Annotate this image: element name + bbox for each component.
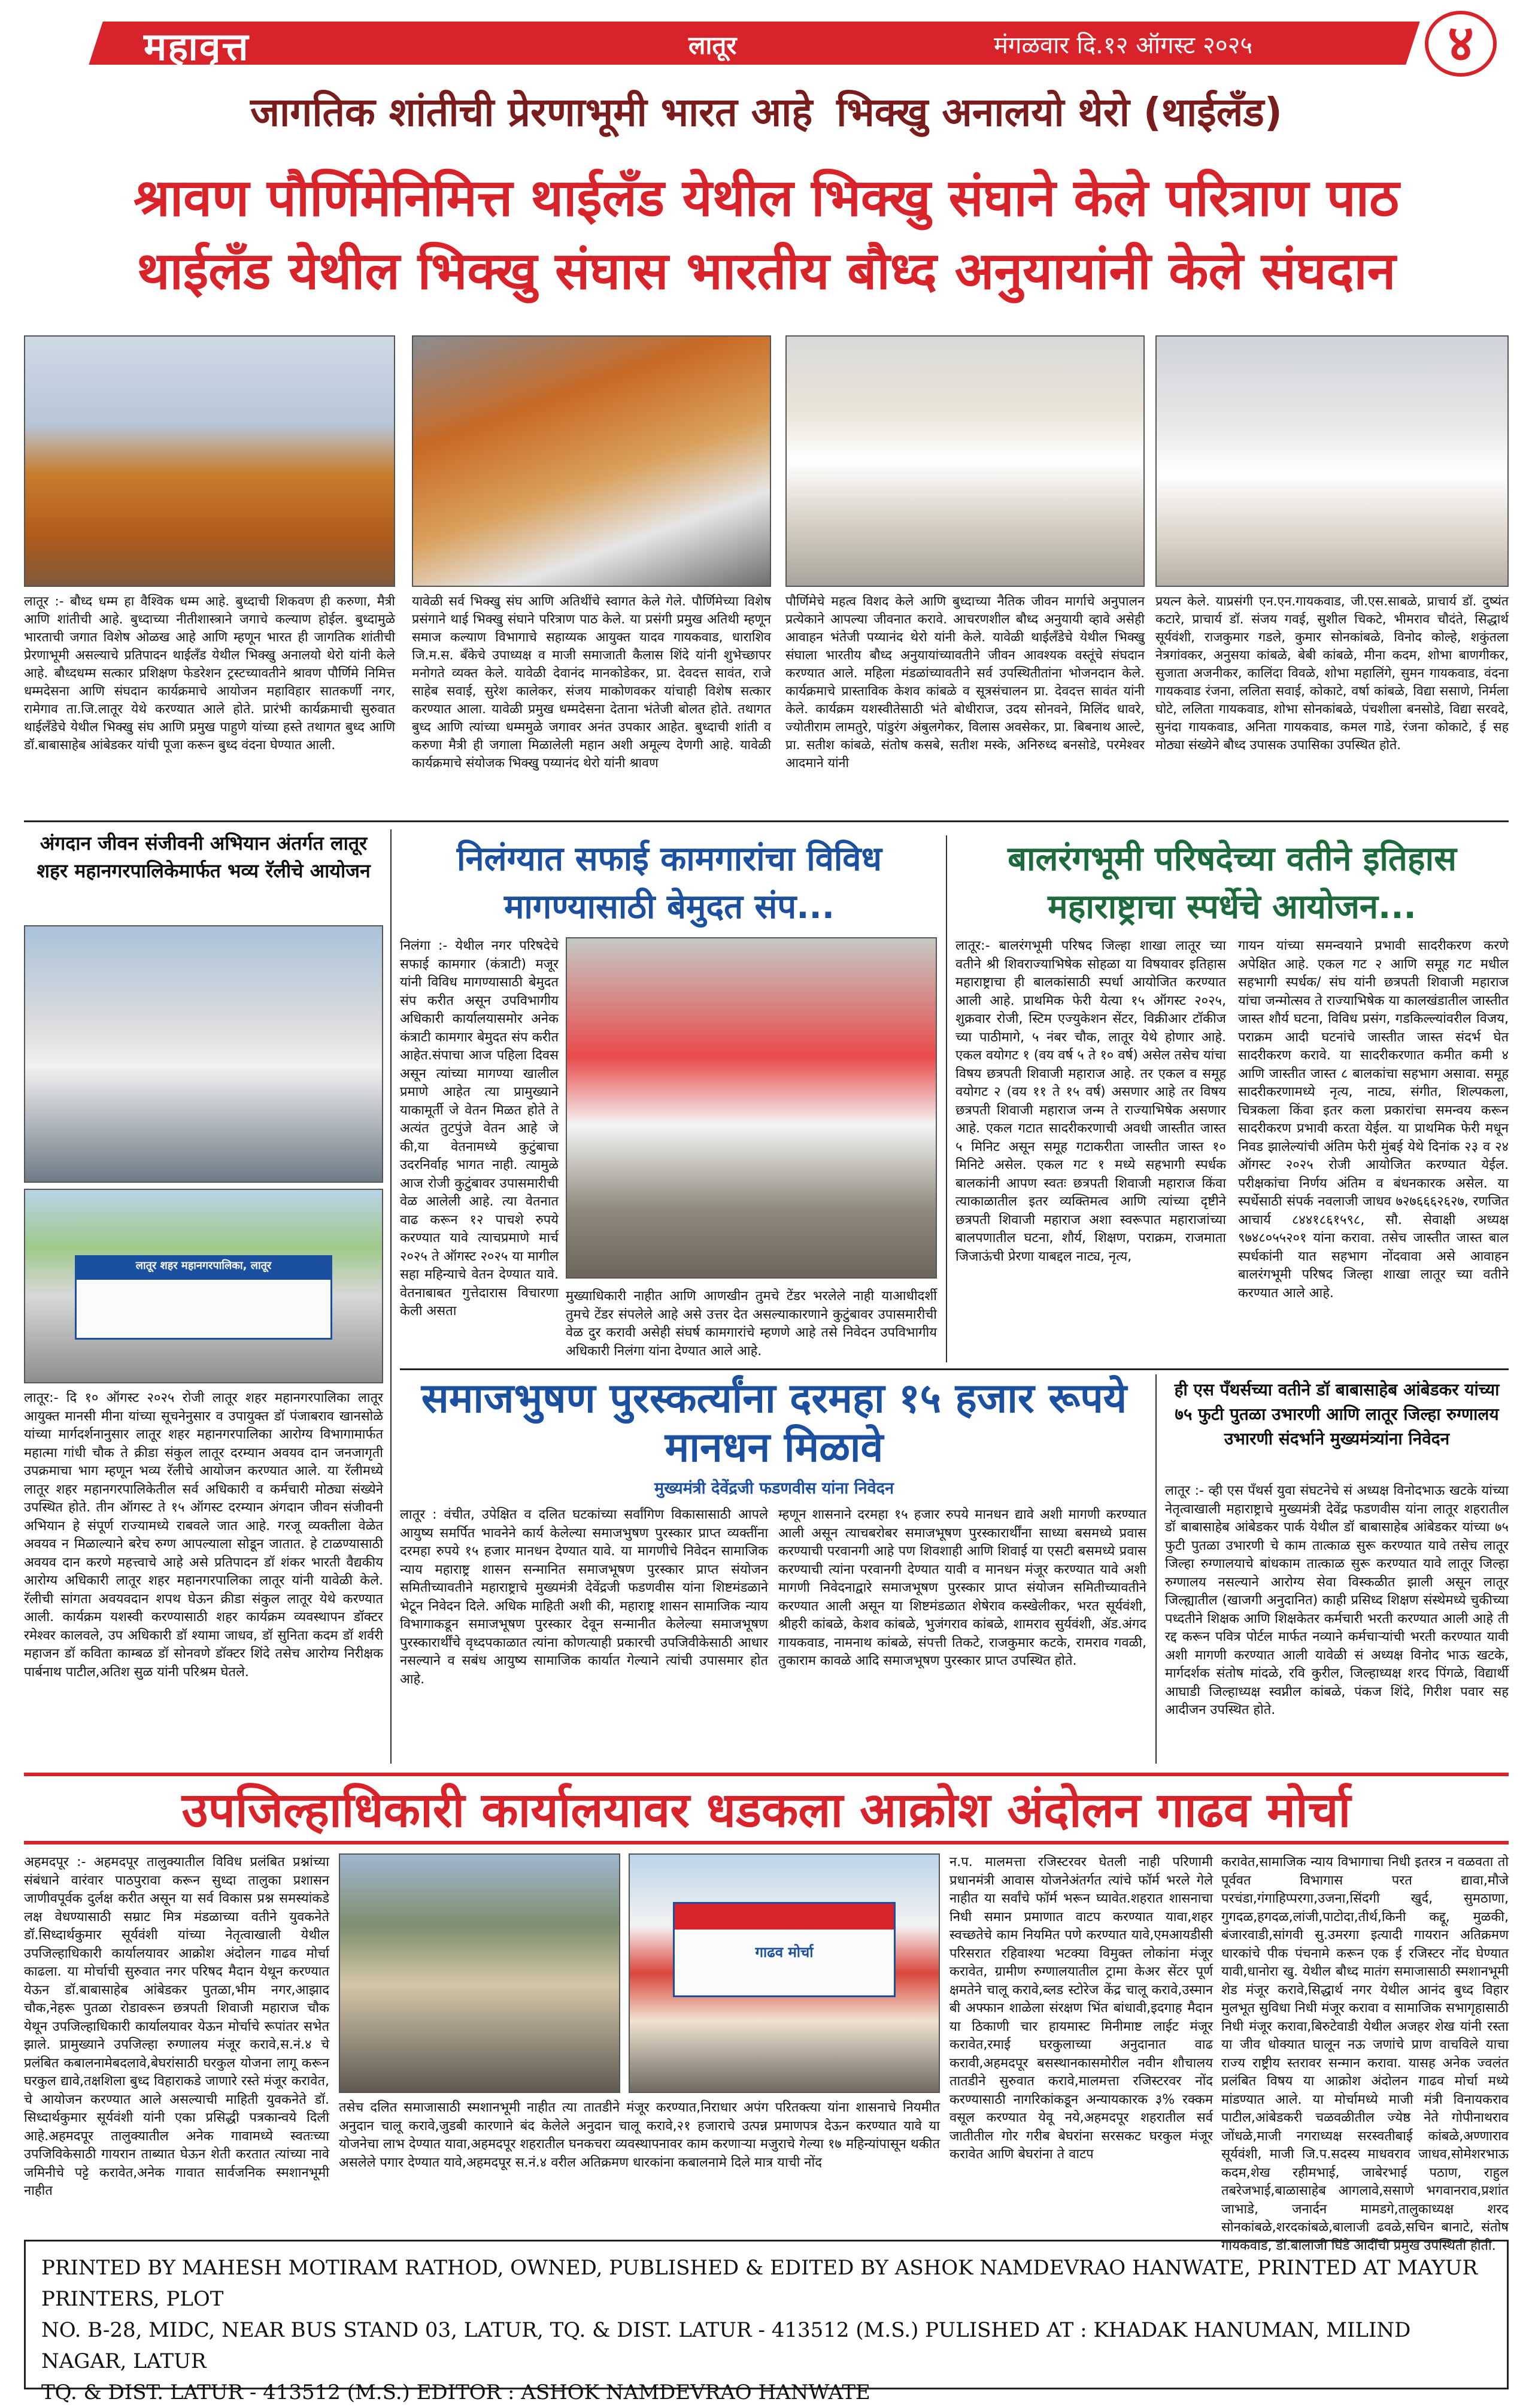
lead-column-4: प्रयत्न केले. याप्रसंगी एन.एन.गायकवाड, जी.एस.साबळे, प्राचार्य डॉ. दुष्यंत कटारे, प्राचार्य डॉ. संजय गवई, सुशील चिकटे, भीमराव चौदंते, सिद्धार्थ सूर्यवंशी, राजकुमार गडले, कुमार सोनकांबळे, विनोद कोल्हे, शकुंतला नेत्रगांवकर, अनुसया कांबळे, बेबी कांबळे, मीना कदम, शोभा बाणगीकर, सुजाता अजनीकर, कालिंदा विवळे, शोभा महालिंगे, सुमन गायकवाड, वंदना गायकवाड रंजना, ललिता सवाई, कोकाटे, वर्षा कांबळे, विद्या ससाणे, निर्मला घोटे, ललिता गायकवाड, शोभा सोनकांबळे, पंचशीला बनसोडे, विद्या सरवदे, सुनंदा गायकवाड, अनिता गायकवाड, कमल गाडे, रंजना कोकाटे, ई सह मोठ्या संख्येने बौध्द उपासक उपासिका उपस्थित होते. — [1155, 594, 1509, 753]
drama-headline: बालरंगभूमी परिषदेच्या वतीने इतिहास महाराष्ट्राचा स्पर्धेचे आयोजन... — [1008, 840, 1457, 926]
protest-column-4: करावेत,सामाजिक न्याय विभागाचा निधी इतरत्र न वळवता तो पूर्ववत विभागास परत द्यावा,मौजे परचंडा,गंगाहिप्परगा,उजना,सिंदगी खुर्द, सुमठाणा, गुगदळ,हगदळ,लांजी,पाटोदा,तीर्थ,किनी कद्दू, मुळकी, बंजारवाडी,सांगवी सु.उमरगा इत्यादी गायरान अतिक्रमण धारकांचे पीक पंचनामे करून एक ई रजिस्टर नोंद घेण्यात यावी,धानोरा खु. येथील बौध्द मातंग समाजासाठी स्मशानभूमी शेड मंजूर करावे,सिद्धार्थ नगर येथील आनंद बुध्द विहार मुलभूत सुविधा निधी मंजूर करावा व सामाजिक सभागृहासाठी निधी मंजूर करावा,बिरुटेवाडी येथील अजहर शेख यांनी रस्ता या जीव धोक्यात घालून नऊ जणांचे प्राण वाचविले याचा राज्य राष्ट्रीय स्तरावर सन्मान करावा. यासह अनेक ज्वलंत प्रलंबित विषय या आक्रोश अंदोलन गाढव मोर्चा मध्ये मांडण्यात आले. या मोर्चामध्ये माजी मंत्री विनायकराव पाटील,आंबेडकरी चळवळीतील ज्येष्ठ नेते गोपीनाथराव जोंधळे,माजी नगराध्यक्ष सरस्वतीबाई कांबळे,अण्णाराव सूर्यवंशी, माजी जि.प.सदस्य माधवराव जाधव,सोमेशरभाऊ कदम,शेख रहीमभाई, जाबेरभाई पठाण, राहुल तबरेजभाई,बाळासाहेब आगलावे,ससाणे भगवानराव,प्रशांत जाभाडे, जनार्दन मामडगे,तालुकाध्यक्ष शरद सोनकांबळे,शरदकांबळे,बालाजी ढवळे,सचिन बानाटे, संतोष गायकवाड, डॉ.बालाजी घिंडे आदींची प्रमुख उपस्थिती होती. — [1221, 1855, 1509, 2253]
rally-photo-2 — [24, 1189, 383, 1383]
edition-city: लातूर — [688, 31, 737, 60]
protest-photo-march — [339, 1853, 620, 2093]
protest-banner — [673, 1902, 896, 1997]
protest-headline: उपजिल्हाधिकारी कार्यालयावर धडकला आक्रोश अंदोलन गाढव मोर्चा — [181, 1782, 1351, 1838]
rally-banner-text: लातूर शहर महानगरपालिका, लातूर — [135, 1259, 272, 1273]
award-body-1: लातूर : वंचीत, उपेक्षित व दलित घटकांच्या सर्वांगिण विकासासाठी आपले आयुष्य समर्पित भावनेने कार्य केलेल्या समाजभुषण पुरस्कार प्राप्त व्यक्तींना दरमहा रुपये १५ हजार मानधन देण्यात यावे. या मागणीचे निवेदन सामाजिक न्याय महाराष्ट्र शासन सन्मानित समाजभूषण पुरस्कार प्राप्त संयोजन समितीच्यावतीने महाराष्ट्राचे मुख्यमंत्री देवेंद्रजी फडणवीस यांना शिष्टमंडळाने भेटून निवेदन दिले. अधिक माहिती अशी की, महाराष्ट्र शासन सामाजिक न्याय विभागाकडून समाजभूषण पुरस्कार देवून सन्मानीत केलेल्या समाजभूषण पुरस्कारार्थींचे वृध्दपकाळात त्यांना कोणत्याही प्रकारची उपजिवीकेसाठी आधार नसल्याने व सबंध आयुष्य सामाजिक कार्यात गेल्याने त्यांची उपासमार होत आहे. — [400, 1507, 768, 1687]
lead-photo-audience-2 — [1155, 335, 1509, 587]
lead-photo-monks-stage — [24, 335, 395, 587]
protest-column-1: अहमदपूर :- अहमदपूर तालुक्यातील विविध प्रलंबित प्रश्नांच्या संबंधाने वारंवार पाठपुरावा करून सुध्दा तालुका प्रशासन जाणीवपूर्वक दुर्लक्ष करीत असून या सर्व विकास प्रश्न समस्यांकडे लक्ष वेधण्यासाठी सम्राट मित्र मंडळाच्या वतीने युवकनेते डॉ.सिध्दार्थकुमार सूर्यवंशी यांच्या नेतृत्वाखाली येथील उपजिल्हाधिकारी कार्यालयावर आक्रोश अंदोलन गाढव मोर्चा काढला. या मोर्चाची सुरुवात नगर परिषद मैदान येथून करण्यात येऊन डॉ.बाबासाहेब आंबेडकर पुतळा,भीम नगर,आझाद चौक,नेहरू पुतळा रोडावरून छत्रपती शिवाजी महाराज चौक येथून उपजिल्हाधिकारी कार्यालयावर येऊन मोर्चाचे रूपांतर सभेत झाले. प्रामुख्याने उपजिल्हा रुग्णालय मंजूर करावे,स.नं.४ चे प्रलंबित कबालनामेबदलावे,बेघरांसाठी घरकुल योजना लागू करून घरकुल द्यावे,तक्षशिला बुध्द विहाराकडे जाणारे रस्ते मंजूर करावेत, चे आयोजन करण्यात आले असल्याची माहिती युवकनेते डॉ. सिध्दार्थकुमार सूर्यवंशी यांनी एका प्रसिद्धी पत्रकान्वये दिली आहे.अहमदपूर तालुक्यातील अनेक गावामध्ये स्वतःच्या उपजिविकेसाठी गायरान ताब्यात घेऊन शेती करतात त्यांच्या नावे जमिनीचे पट्टे करावेत,अनेक गावात सार्वजनिक स्मशानभूमी नाहीत — [24, 1855, 329, 2198]
kicker-text: जागतिक शांतीची प्रेरणाभूमी भारत आहे — [250, 89, 813, 135]
award-headline: समाजभुषण पुरस्कर्त्यांना दरमहा १५ हजार रूपये मानधन मिळावे — [421, 1375, 1127, 1471]
imprint-line-3: TQ. & DIST. LATUR - 413512 (M.S.) EDITOR : ASHOK NAMDEVRAO HANWATE — [41, 2380, 870, 2404]
protest-banner-stripe — [675, 1904, 894, 1930]
lead-column-3: पौर्णिमेचे महत्व विशद केले आणि बुध्दाच्या नैतिक जीवन मार्गाचे अनुपालन प्रत्येकाने आपल्या जीवनात करावे. आचरणशील बौध्द अनुयायी व्हावे असेही आवाहन भंतेजी पय्यानंद थेरो यांनी केले. यावेळी थाईलँडेचे येथील भिक्खु संघाला भारतीय बौध्द अनुयायांच्यावतीने जीवन आवश्यक वस्तूंचे संघदान करण्यात आले. महिला मंडळांच्यावतीने सर्व उपस्थितीतांना भोजनदान केले. कार्यक्रमाचे प्रास्ताविक केशव कांबळे व सूत्रसंचालन प्रा. देवदत्त सावंत यांनी केले. कार्यक्रम यशस्वीतेसाठी भंते बोधीराज, उदय सोनवने, मिलिंद धावरे, ज्योतीराम लामतुरे, पांडुरंग अंबुलगेकर, विलास अवसेकर, प्रा. बिबनाथ आल्टे, प्रा. सतीश कांबळे, संतोष कसबे, सतीश मस्के, अनिरुध्द बनसोडे, परमेश्वर आदमाने यांनी — [785, 594, 1145, 771]
statue-body: लातूर :- व्ही एस पँथर्स युवा संघटनेचे सं अध्यक्ष विनोदभाऊ खटके यांच्या नेतृत्वाखाली महाराष्ट्राचे मुख्यमंत्री देवेंद्र फडणवीस यांना लातूर शहरातील डॉ बाबासाहेब आंबेडकर पार्क येथील डॉ बाबासाहेब आंबेडकर यांच्या ७५ फुटी पुतळा उभारणी चे काम तात्काळ सुरू करण्यात यावे तसेच लातूर जिल्हा रुग्णालयाचे बांधकाम तात्काळ सुरू करण्यात यावे लातूर जिल्हा रुग्णालय नसल्याने आरोग्य सेवा विस्कळीत झाली असून लातूर जिल्ह्यातील (खाजगी अनुदानित) काही प्रसिध्द शिक्षण संस्थेमध्ये चुकीच्या पध्दतीने शिक्षक आणि शिक्षकेतर कर्मचारी भरती करण्यात आली आहे ती रद्द करून पवित्र पोर्टल मार्फत नव्याने कर्मचाऱ्यांची भरती करण्यात यावी अशी मागणी करण्यात आली यावेळी सं अध्यक्ष विनोद भाऊ खटके, मार्गदर्शक संतोष मांदळे, रवि कुरील, जिल्हाध्यक्ष शरद पिंगळे, विद्यार्थी आघाडी जिल्हाध्यक्ष स्वप्नील कांबळे, पंकज शिंदे, गिरीश पवार सह आदीजन उपस्थित होते. — [1165, 1483, 1509, 1718]
kicker-attribution: भिक्खु अनालयो थेरो (थाईलँड) — [836, 89, 1282, 135]
issue-date: मंगळवार दि.१२ ऑगस्ट २०२५ — [994, 32, 1253, 59]
award-subheadline: मुख्यमंत्री देवेंद्रजी फडणवीस यांना निवेदन — [654, 1479, 894, 1498]
lead-photo-audience-1 — [785, 335, 1145, 587]
strike-body-1: निलंगा :- येथील नगर परिषदेचे सफाई कामगार (कंत्राटी) मजूर यांनी विविध मागण्यासाठी बेमुदत संप करीत असून उपविभागीय अधिकारी कार्यालयासमोर अनेक कंत्राटी कामगार बेमुदत संप करीत आहेत.संपाचा आज पहिला दिवस असून त्यांच्या मागण्या खालील प्रमाणे आहेत त्या प्रामुख्याने याकामूर्ती जे वेतन मिळत होते ते अत्यंत तुटपुंजे वेतन आहे जे की,या वेतनामध्ये कुटुंबाचा उदरनिर्वाह भागत नाही. त्यामुळे आज रोजी कुटुंबावर उपासमारीची वेळ आलेली आहे. त्या वेतनात वाढ करून १२ पाचशे रुपये करण्यात यावे त्याचप्रमाणे मार्च २०२५ ते ऑगस्ट २०२५ या मागील सहा महिन्याचे वेतन देण्यात यावे. वेतनाबाबत गुत्तेदारास विचारणा केली असता — [400, 938, 559, 1319]
protest-column-2: तसेच दलित समाजासाठी स्मशानभूमी नाहीत त्या तातडीने मंजूर करण्यात,निराधार अपंग परितक्त्या यांना शासनाचे नियमीत अनुदान चालू करावे,जुडबी कारणाने बंद केलेले अनुदान चालू करावे,२१ हजाराचे उत्पन्न प्रमाणपत्र देऊन करण्यात यावे या योजनेचा लाभ देण्यात यावा,अहमदपूर शहरातील घनकचरा व्यवस्थापनावर काम करणाऱ्या मजुराचे गेल्या १७ महिन्यांपासून थकीत असलेले पगार देण्यात यावे,अहमदपूर स.नं.४ वरील अतिक्रमण धारकांना कबालनामे दिले मात्र याची नोंद — [339, 2100, 940, 2170]
masthead — [24, 11, 1509, 77]
lead-headline — [24, 162, 1509, 308]
drama-body-2: गायन यांच्या समन्वयाने प्रभावी सादरीकरण करणे अपेक्षित आहे. एकल गट २ आणि समूह गट मधील सहभागी स्पर्धक/ संघ यांनी छत्रपती शिवाजी महाराज यांचा जन्मोत्सव ते राज्याभिषेक या कालखंडातील जास्तीत जास्त शौर्य घटना, विविध प्रसंग, गडकिल्ल्यांवरील विजय, पराक्रम आदी घटनांचे जास्तीत जास्त संदर्भ घेत सादरीकरण करावे. या सादरीकरणात कमीत कमी ४ आणि जास्तीत जास्त ८ बालकांचा सहभाग असावा. समूह सादरीकरणामध्ये नृत्य, नाट्य, संगीत, शिल्पकला, चित्रकला किंवा इतर कला प्रकारांचा समन्वय करून सादरीकरण प्रभावी करता येईल. या प्राथमिक फेरी मधून निवड झालेल्यांची अंतिम फेरी मुंबई येथे दिनांक २३ व २४ ऑगस्ट २०२५ रोजी आयोजित करण्यात येईल. परीक्षकांचा निर्णय अंतिम व बंधनकारक असेल. या स्पर्धेसाठी संपर्क नवलाजी जाधव ७२७६६६२६२७, रणजित आचार्य ८४४१८६१५९८, सौ. सेवाक्षी अध्यक्ष ९७४८०५५२०१ यांना करावा. तसेच जास्तीत जास्त बाल स्पर्धकांनी यात सहभाग नोंदवावा असे आवाहन बालरंगभूमी परिषद जिल्हा शाखा लातूर च्या वतीने करण्यात आले आहे. — [1238, 938, 1509, 1301]
imprint-line-1: PRINTED BY MAHESH MOTIRAM RATHOD, OWNED, PUBLISHED & EDITED BY ASHOK NAMDEVRAO HANWATE, PRINTED AT MAYUR PRINTERS, PLOT — [41, 2256, 1478, 2311]
kicker-line — [24, 84, 1509, 138]
lead-photo-sanghdan — [412, 335, 771, 587]
rally-body: लातूर:- दि १० ऑगस्ट २०२५ रोजी लातूर शहर महानगरपालिका लातूर आयुक्त मानसी मीना यांच्या सूचनेनुसार व उपायुक्त डॉ पंजाबराव खानसोळे यांच्या मार्गदर्शनानुसार लातूर शहर महानगरपालिका आरोग्य विभागामार्फत महात्मा गांधी चौक ते क्रीडा संकुल लातूर दरम्यान अवयव दान जनजागृती उपक्रमाचा भाग म्हणून भव्य रॅलीचे आयोजन करण्यात आले. या रॅलीमध्ये लातूर शहर महानगरपालिकेतील सर्व अधिकारी व कर्मचारी मोठ्या संख्येने उपस्थित होते. तीन ऑगस्ट ते १५ ऑगस्ट दरम्यान अंगदान जीवन संजीवनी अभियान हे संपूर्ण राज्यामध्ये राबवले जात आहे. गरजू व्यक्तीला वेळेत अवयव न मिळाल्याने बरेच रुग्ण आपल्याला सोडून जातात. हे टाळण्यासाठी अवयव दान करणे महत्त्वाचे आहे असे प्रतिपादन डॉ शंकर भारती वैद्यकीय आरोग्य अधिकारी लातूर शहर महानगरपालिका लातूर यांनी यावेळी केले. रॅलीची सांगता अवयवदान शपथ घेऊन क्रीडा संकुल लातूर येथे करण्यात आली. कार्यक्रम यशस्वी करण्यासाठी शहर कार्यक्रम व्यवस्थापन डॉक्टर रमेश्वर कालवले, उप अधिकारी डॉ श्यामा जाधव, डॉ सुनिता कदम डॉ शर्वरी महाजन डॉ कविता काम्बळ डॉ सोनवणे डॉक्टर शिंदे तसेच आरोग्य निरीक्षक पार्बनाथ पाटील,अतिश सुळ यांनी परिश्रम घेतले. — [24, 1391, 383, 1680]
award-body-2: म्हणून शासनाने दरमहा १५ हजार रुपये मानधन द्यावे अशी मागणी करण्यात आली असून त्याचबरोबर समाजभूषण पुरस्कारार्थींना साध्या बसमध्ये प्रवास करण्याची परवानगी आहे पण शिवशाही आणि शिवाई या एसटी बसमध्ये प्रवास करण्याची त्यांना परवानगी देण्यात यावी व मानधन मंजूर करण्यात यावे अशी मागणी निवेदनाद्वारे समाजभूषण पुरस्कार प्राप्त संयोजन समितीच्यावतीने करण्यात आली असून या शिष्टमंडळात शेषेराव कस्खेलीकर, भरत सूर्यवंशी, श्रीहरी कांबळे, केशव कांबळे, भुजंगराव कांबळे, शामराव सुर्यवंशी, ॲड.अंगद गायकवाड, नामनाथ कांबळे, संपत्ती तिकटे, राजकुमार कटके, रामराव गवळी, तुकाराम कावळे आदि समाजभूषण पुरस्कार प्राप्त उपस्थित होते. — [778, 1507, 1146, 1668]
lead-headline-line-2: थाईलँड येथील भिक्खु संघास भारतीय बौध्द अनुयायांनी केले संघदान — [136, 241, 1396, 301]
lead-column-2: यावेळी सर्व भिक्खु संघ आणि अतिथींचे स्वागत केले गेले. पौर्णिमेच्या विशेष प्रसंगाने थाई भिक्खु संघाने परित्राण पाठ केले. या प्रसंगी प्रमुख अतिथी म्हणून समाज कल्याण विभागाचे सहाय्यक आयुक्त यादव गायकवाड, धाराशिव जि.म.स. बँकेचे उपाध्यक्ष व माजी समाजाती कैलास शिंदे यांनी शुभेच्छापर मनोगते व्यक्त केले. यावेळी देवानंद मानकोडेकर, प्रा. देवदत्त सावंत, राजे साहेब सवाई, सुरेश कालेकर, संजय माकोणवकर यांचाही विशेष सत्कार करण्यात आला. यावेळी प्रमुख धम्मदेसना देताना भंतेजी बोलत होते. तथागत बुध्द आणि त्यांच्या धम्ममुळे जगावर अनंत उपकार आहेत. बुध्दाची शांती व करुणा मैत्री ही जगाला मिळालेली महान अशी अमूल्य देणगी आहे. यावेळी कार्यक्रमाचे संयोजक भिक्खु पय्यानंद थेरो यांनी श्रावण — [412, 594, 771, 771]
page-number: ४ — [1425, 11, 1497, 77]
divider-strike — [946, 835, 947, 1362]
lead-column-1: लातूर :- बौध्द धम्म हा वैश्विक धम्म आहे. बुध्दाची शिकवण ही करुणा, मैत्री आणि शांतीची आहे. बुध्दाच्या नीतीशास्त्राने जगाचे कल्याण होईल. बुध्दामुळे भारताची जगात विशेष ओळख आहे आणि म्हणून भारत ही जागतिक शांतीची प्रेरणाभूमी असल्याचे प्रतिपादन थाईलँड येथील भिक्खु अनालयो थेरो यांनी केले आहे. बौध्दधम्म सत्कार प्रशिक्षण फेडरेशन ट्रस्टच्यावतीने श्रावण पौर्णिमे निमित्त धम्मदेसना आणि संघदान कार्यक्रमाचे आयोजन महाविहार सातकर्णी नगर, रामेगाव ता.जि.लातूर येथे करण्यात आले होते. प्रारंभी कार्यक्रमाची सुरुवात थाईलँडेचे येथील भिक्खु संघ आणि प्रमुख पाहुणे यांच्या हस्ते तथागत बुध्द आणि डॉ.बाबासाहेब आंबेडकर यांची पूजा करून बुध्द वंदना घेण्यात आली. — [24, 594, 395, 753]
protest-photo-banner — [629, 1853, 940, 2093]
strike-body-2: मुख्याधिकारी नाहीत आणि आणखीन तुमचे टेंडर भरलेले नाही याआधीदर्शी तुमचे टेंडर संपलेले आहे असे उत्तर देत असल्याकारणाने कुटुंबावर उपासमारीची वेळ दुर करावी असेही संघर्ष कामगारांचे म्हणणे आहे तसे निवेदन उपविभागीय अधिकारी निलंगा यांना देण्यात आले आहे. — [566, 1289, 937, 1359]
strike-photo — [566, 937, 937, 1279]
strike-headline: निलंग्यात सफाई कामगारांचा विविध मागण्यासाठी बेमुदत संप... — [457, 840, 882, 926]
divider-award — [1155, 1374, 1157, 1764]
newspaper-name: महावृत्त — [144, 25, 250, 69]
lead-headline-line-1: श्रावण पौर्णिमेनिमित्त थाईलँड येथील भिक्खु संघाने केले परित्राण पाठ — [133, 168, 1400, 228]
divider-lead — [24, 820, 1509, 822]
rally-headline: अंगदान जीवन संजीवनी अभियान अंतर्गत लातूर शहर महानगरपालिकेमार्फत भव्य रॅलीचे आयोजन — [37, 832, 371, 882]
statue-headline: ही एस पँथर्सच्या वतीने डॉ बाबासाहेब आंबेडकर यांच्या ७५ फुटी पुतळा उभारणी आणि लातूर जिल्हा रुग्णालय उभारणी संदर्भाने मुख्यमंत्र्यांना निवेदन — [1174, 1380, 1500, 1449]
imprint-line-2: NO. B-28, MIDC, NEAR BUS STAND 03, LATUR, TQ. & DIST. LATUR - 413512 (M.S.) PULISHED AT : KHADAK HANUMAN, MILIND NAGAR, LATUR — [41, 2318, 1411, 2373]
print-line-box — [24, 2240, 1509, 2404]
rally-banner — [75, 1255, 332, 1340]
drama-body-1: लातूर:- बालरंगभूमी परिषद जिल्हा शाखा लातूर च्या वतीने श्री शिवराज्याभिषेक सोहळा या विषयावर इतिहास महाराष्ट्राचा ही बालकांसाठी स्पर्धा आयोजित करण्यात आली आहे. प्राथमिक फेरी येत्या १५ ऑगस्ट २०२५, शुक्रवार रोजी, स्टिम एज्युकेशन सेंटर, विक्रीआर टॉकीज च्या पाठीमागे, ५ नंबर चौक, लातूर येथे होणार आहे. एकल वयोगट १ (वय वर्ष ५ ते १० वर्ष) असेल तसेच यांचा विषय छत्रपती शिवाजी महाराज आहे. तर एकल व समूह वयोगट २ (वय ११ ते १५ वर्ष) असणार आहे तर विषय छत्रपती शिवाजी महाराज जन्म ते राज्याभिषेक असणार आहे. एकल गटात सादरीकरणाची अवधी जास्तीत जास्त ५ मिनिट असून समूह गटाकरीता जास्तीत जास्त १० मिनिटे असेल. एकल गट १ मध्ये सहभागी स्पर्धक बालकांनी आपण स्वतः छत्रपती शिवाजी महाराज किंवा त्याकाळातील इतर व्यक्तिमत्व आणि त्यांच्या दृष्टीने छत्रपती शिवाजी महाराज अशा स्वरूपात महाराजांच्या बालपणातील घटना, शौर्य, शिक्षण, पराक्रम, राजमाता जिजाऊंची प्रेरणा याबद्दल नाट्य, नृत्य, — [955, 938, 1226, 1264]
divider-mid — [400, 1368, 1509, 1370]
rally-photo-1 — [24, 925, 383, 1183]
protest-column-3: न.प. मालमत्ता रजिस्टरवर घेतली नाही परिणामी प्रधानमंत्री आवास योजनेअंतर्गत त्यांचे फॉर्म भरले गेले नाहीत या सर्वांचे फॉर्म भरून घ्यावेत.शहरात शासनाचा निधी समान प्रमाणात वाटप करण्यात यावा,शहर स्वच्छतेचे काम नियमित पणे करण्यात यावे,एमआयडीसी परिसरात रहिवाश्या भटक्या विमुक्त लोकांना मंजूर करावेत, ग्रामीण रुग्णालयातील ट्रामा केअर सेंटर पूर्ण क्षमतेने चालू करावे,ब्लड स्टोरेज केंद्र चालू करावे,उस्मान बी अफ्फान शाळेला संरक्षण भिंत बांधावी,इदगाह मैदान या ठिकाणी चार हायमास्ट मिनीमाष्ट लाईट मंजूर करावेत,रमाई घरकुलाच्या अनुदानात वाढ करावी,अहमदपूर बसस्थानकासमोरील नवीन शौचालय तातडीने सुरुवात करावे,मालमत्ता रजिस्टरवर नोंद करण्यासाठी नागरिकांकडून अन्यायकारक ३% रक्कम वसूल करण्यात येवू नये,अहमदपूर शहरातील सर्व जातीतील गोर गरीब बेघरांना सरसकट घरकुल मंजूर करावेत आणि बेघरांना ते वाटप — [949, 1855, 1213, 2162]
protest-headline-band — [24, 1773, 1509, 1844]
divider-rally — [390, 829, 392, 1764]
protest-banner-text: गाढव मोर्चा — [755, 1944, 814, 1961]
